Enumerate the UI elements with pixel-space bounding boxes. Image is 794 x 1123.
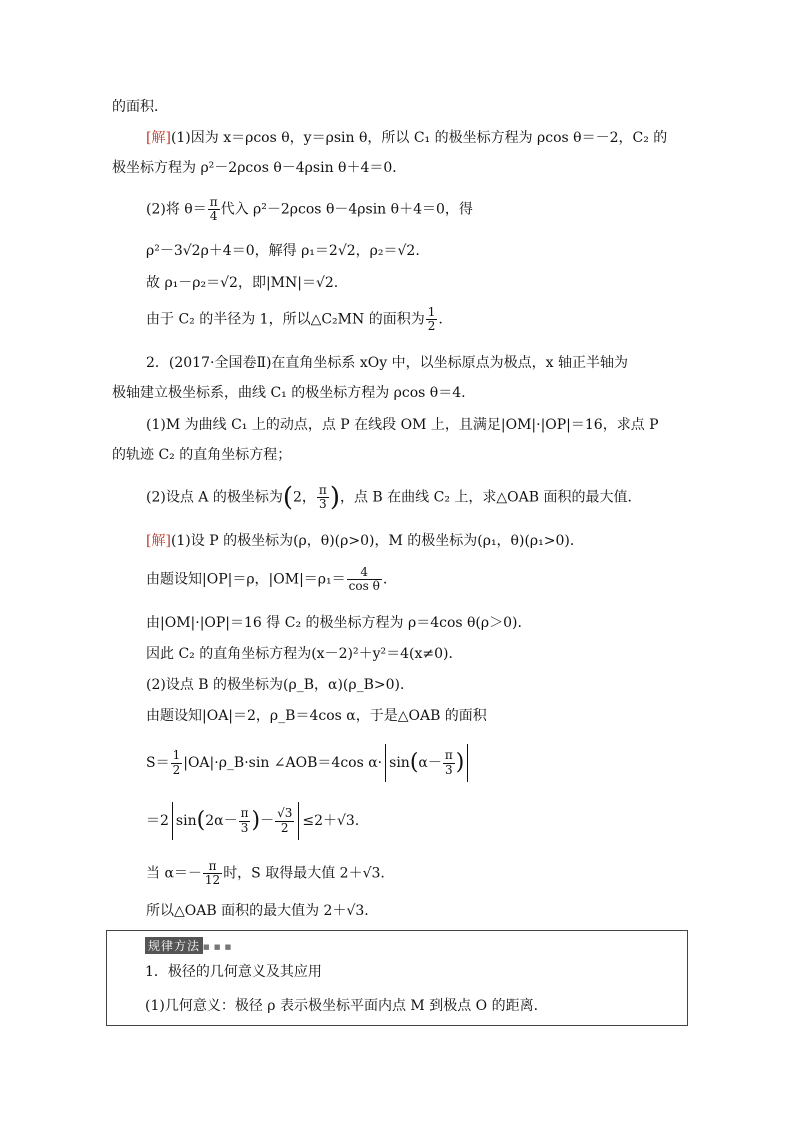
text-line: 故 ρ₁－ρ₂＝√2，即|MN|＝√2. (146, 275, 339, 291)
fraction-numerator: π (203, 860, 222, 874)
abs-bar-right (467, 744, 468, 782)
text-line (146, 306, 443, 333)
text-line (146, 196, 473, 223)
abs-bar-left (172, 802, 173, 840)
text-segment: 时，S 取得最大值 2＋√3. (223, 865, 385, 882)
fraction (443, 749, 455, 776)
text-line: (2)设点 B 的极坐标为(ρ_B，α)(ρ_B>0)． (146, 677, 414, 693)
text-segment: 当 α＝－ (146, 865, 202, 882)
fraction-denominator: 3 (319, 497, 327, 512)
fraction-denominator: 2 (280, 820, 289, 835)
text-line: 的面积． (112, 99, 168, 115)
solution-line (146, 530, 584, 552)
abs-bar-left (385, 744, 386, 782)
text-line: ρ²－3√2ρ＋4＝0，解得 ρ₁＝2√2，ρ₂＝√2. (146, 243, 420, 259)
text-line: 极坐标方程为 ρ²－2ρcos θ－4ρsin θ＋4＝0． (112, 160, 407, 176)
text-segment: ≤2＋√3. (302, 813, 360, 829)
method-box-tag: 规律方法 (145, 937, 203, 954)
fraction-denominator: 2 (427, 319, 436, 334)
text-segment: 由于 C₂ 的半径为 1，所以△C₂MN 的面积为 (146, 311, 425, 328)
paren-right: ) (251, 808, 261, 833)
text-segment: sin (389, 755, 410, 771)
fraction-numerator: 1 (172, 748, 181, 763)
fraction-numerator: π (209, 195, 218, 209)
method-item: 1．极径的几何意义及其应用 (145, 964, 322, 980)
method-box (106, 930, 688, 1026)
text-segment: . (382, 571, 388, 588)
method-item: (1)几何意义：极径 ρ 表示极坐标平面内点 M 到极点 O 的距离． (145, 998, 548, 1014)
fraction-numerator: π (444, 748, 453, 763)
formula-line (146, 802, 359, 840)
text-line: 由|OM|·|OP|＝16 得 C₂ 的极坐标方程为 ρ＝4cos θ(ρ＞0)． (146, 615, 532, 631)
text-segment: (2)将 θ＝ (146, 201, 207, 218)
text-segment: S＝ (146, 755, 170, 771)
fraction-numerator: √3 (277, 806, 293, 821)
text-segment: . (438, 311, 443, 328)
text-segment: 由题设知|OP|＝ρ，|OM|＝ρ₁＝ (146, 571, 346, 588)
abs-bar-right (298, 802, 299, 840)
fraction (208, 196, 220, 223)
fraction (275, 807, 294, 834)
fraction-numerator: 1 (427, 305, 436, 319)
fraction (426, 306, 438, 333)
text-segment: ＝2 (146, 813, 169, 829)
paren-left: ( (282, 482, 293, 513)
text-segment: α－ (418, 755, 442, 771)
paren-left: ( (196, 808, 206, 833)
text-segment: 2α－ (205, 813, 238, 829)
problem-line: 2．(2017·全国卷Ⅱ)在直角坐标系 xOy 中，以坐标原点为极点，x 轴正半轴为 (146, 355, 628, 371)
text-segment: － (260, 813, 275, 829)
fraction-denominator: 4 (209, 209, 218, 224)
text-line: 由题设知|OA|＝2，ρ_B＝4cos α，于是△OAB 的面积 (146, 708, 487, 724)
solution-tag: [解] (146, 533, 171, 549)
formula-line (146, 744, 471, 782)
fraction-denominator: 12 (204, 873, 221, 888)
text-line: 极轴建立极坐标系，曲线 C₁ 的极坐标方程为 ρcos θ＝4. (112, 385, 466, 401)
text-segment: (1)因为 x＝ρcos θ，y＝ρsin θ，所以 C₁ 的极坐标方程为 ρcos θ＝－2，C₂ 的 (170, 130, 668, 146)
text-segment: 2， (293, 489, 316, 506)
decorative-dots: ■ ■ ■ (203, 943, 233, 951)
text-line (146, 860, 385, 887)
text-line: 的轨迹 C₂ 的直角坐标方程； (112, 447, 292, 463)
fraction-denominator: cos θ (348, 579, 380, 594)
paren-left: ( (409, 750, 419, 775)
fraction (347, 566, 382, 593)
text-segment: (2)设点 A 的极坐标为 (146, 489, 283, 506)
fraction (239, 807, 251, 834)
text-line: 因此 C₂ 的直角坐标方程为(x－2)²＋y²＝4(x≠0)． (146, 646, 463, 662)
text-line (146, 566, 387, 593)
fraction-denominator: 3 (445, 762, 453, 777)
fraction-numerator: 4 (347, 566, 382, 580)
fraction (171, 749, 183, 776)
fraction (317, 484, 329, 511)
text-line: (1)M 为曲线 C₁ 上的动点，点 P 在线段 OM 上，且满足|OM|·|OP|＝16，求点 P (146, 417, 659, 433)
fraction-denominator: 2 (172, 762, 181, 777)
text-segment: |OA|·ρ_B·sin ∠AOB＝4cos α· (183, 755, 383, 771)
fraction (203, 860, 222, 887)
text-line: 所以△OAB 面积的最大值为 2＋√3. (146, 903, 369, 919)
fraction-numerator: π (318, 483, 327, 497)
paren-right: ) (329, 482, 340, 513)
fraction-denominator: 3 (240, 820, 249, 835)
fraction-numerator: π (240, 806, 249, 821)
text-line (146, 484, 641, 511)
solution-tag: [解] (146, 130, 171, 146)
paren-right: ) (455, 750, 465, 775)
text-segment: sin (175, 813, 197, 829)
solution-line (146, 127, 667, 149)
text-segment: ，点 B 在曲线 C₂ 上，求△OAB 面积的最大值． (339, 489, 642, 506)
text-segment: 代入 ρ²－2ρcos θ－4ρsin θ＋4＝0，得 (220, 201, 473, 218)
text-segment: (1)设 P 的极坐标为(ρ，θ)(ρ>0)，M 的极坐标为(ρ₁，θ)(ρ₁>0)． (170, 533, 584, 549)
